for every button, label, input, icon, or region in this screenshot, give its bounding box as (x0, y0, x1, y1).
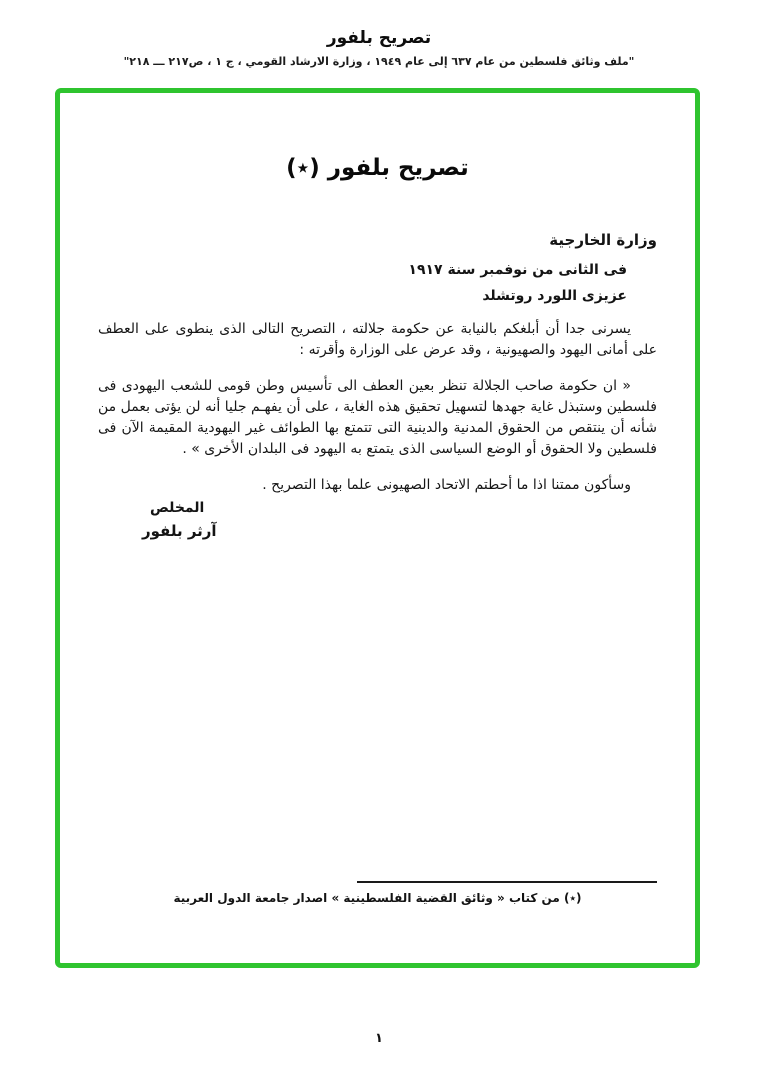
signoff-label: المخلص (150, 500, 205, 516)
footnote-divider (357, 881, 657, 883)
document-content (60, 93, 695, 963)
header-title: تصريح بلفور (326, 28, 432, 48)
salutation-line: عزيزى اللورد روتشلد (482, 288, 627, 304)
sender-line: وزارة الخارجية (549, 231, 657, 249)
header-citation: "ملف وثائق فلسطين من عام ٦٣٧ إلى عام ١٩٤٩ ، وزارة الارشاد القومي ، ج ١ ، ص٢١٧ ـــ ٢١٨" (123, 55, 635, 68)
intro-paragraph: يسرنى جدا أن أبلغكم بالنيابة عن حكومة جلالته ، التصريح التالى الذى ينطوى على العطف على أمانى اليهود والصهيونية ، وقد عرض على الوزارة وأقرته : (98, 321, 657, 358)
document-title: تصريح بلفور (٭) (286, 155, 469, 181)
scanned-page-frame (55, 88, 700, 968)
signature-name: آرثر بلفور (142, 522, 217, 540)
page-number: ١ (375, 1031, 383, 1046)
footnote-text: (٭) من كتاب « وثائق القضية الفلسطينية » اصدار جامعة الدول العربية (173, 891, 582, 905)
declaration-paragraph: « ان حكومة صاحب الجلالة تنظر بعين العطف الى تأسيس وطن قومى للشعب اليهودى فى فلسطين وستبذل غاية جهدها لتسهيل تحقيق هذه الغاية ، على أن يفهـم جليا أنه لن يؤتى بعمل من شأنه أن ينتقص من الحقوق المدنية والدينية التى تتمتع بها الطوائف غير اليهودية المقيمة الآن فى فلسطين ولا الحقوق أو الوضع السياسى الذى يتمتع به اليهود فى البلدان الأخرى » . (98, 378, 657, 457)
page-header (0, 0, 758, 68)
closing-line: وسأكون ممتنا اذا ما أحطتم الاتحاد الصهيونى علما بهذا التصريح . (262, 477, 631, 493)
footnote-area (98, 881, 657, 905)
date-line: فى الثانى من نوفمبر سنة ١٩١٧ (408, 262, 627, 278)
